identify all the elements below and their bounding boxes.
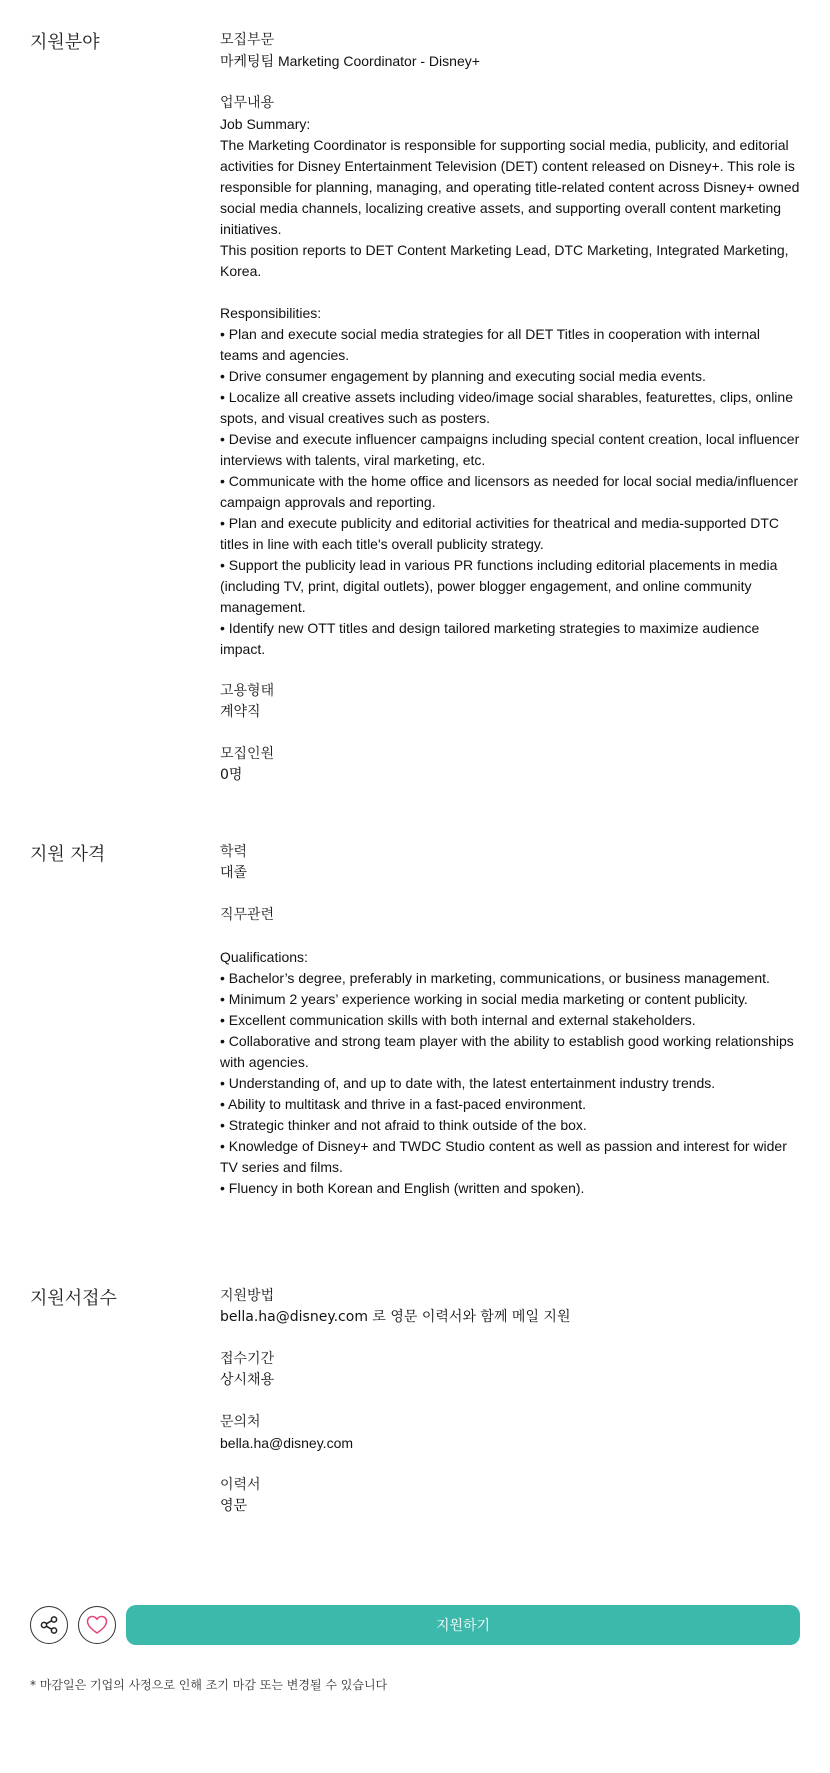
contact-value: bella.ha@disney.com [220, 1435, 354, 1451]
qualification-line: • Excellent communication skills with both internal and external stakeholders. [220, 1012, 696, 1028]
resume-field [220, 1475, 800, 1517]
education-field [220, 842, 800, 884]
apply-button[interactable]: 지원하기 [126, 1605, 800, 1645]
qualification-line: • Understanding of, and up to date with, the latest entertainment industry trends. [220, 1075, 716, 1091]
duty-line: Job Summary: [220, 116, 311, 132]
period-field [220, 1349, 800, 1391]
duty-line: • Devise and execute influencer campaigns including special content creation, local influencer interviews with talents, viral marketing, etc. [220, 431, 800, 468]
qualification-line: • Collaborative and strong team player with the ability to establish good working relationships with agencies. [220, 1033, 794, 1070]
education-label: 학력 [220, 844, 248, 860]
share-icon [39, 1615, 59, 1635]
duty-line: Responsibilities: [220, 305, 322, 321]
headcount-field [220, 744, 800, 786]
contact-field [220, 1412, 800, 1454]
duty-line: • Support the publicity lead in various PR functions including editorial placements in media (including TV, print, digital outlets), power blogger engagement, and online community management. [220, 557, 778, 615]
method-value: bella.ha@disney.com 로 영문 이력서와 함께 메일 지원 [220, 1309, 571, 1325]
application-body [220, 1286, 800, 1538]
job-field-body [220, 30, 800, 807]
duty-description [220, 114, 800, 660]
employment-label: 고용형태 [220, 683, 275, 699]
period-value: 상시채용 [220, 1372, 275, 1388]
qualification-body [220, 842, 800, 1220]
related-label: 직무관련 [220, 907, 275, 923]
duty-line: This position reports to DET Content Marketing Lead, DTC Marketing, Integrated Marketing, Korea. [220, 242, 789, 279]
qualification-line: Qualifications: [220, 949, 308, 965]
resume-label: 이력서 [220, 1477, 261, 1493]
education-value: 대졸 [220, 865, 248, 881]
action-bar [30, 1605, 800, 1647]
qualification-line: • Ability to multitask and thrive in a fast-paced environment. [220, 1096, 586, 1112]
duty-line: • Plan and execute publicity and editorial activities for theatrical and media-supported DTC titles in line with each title's overall publicity strategy. [220, 515, 779, 552]
qualification-line [220, 926, 800, 947]
method-field [220, 1286, 800, 1328]
employment-value: 계약직 [220, 704, 261, 720]
heart-icon [86, 1615, 108, 1635]
deadline-note: * 마감일은 기업의 사정으로 인해 조기 마감 또는 변경될 수 있습니다 [30, 1678, 388, 1692]
headcount-label: 모집인원 [220, 746, 275, 762]
duty-line: The Marketing Coordinator is responsible for supporting social media, publicity, and editorial activities for Disney Entertainment Television (DET) content released on Disney+. This role is responsible for planning, managing, and operating title-related content across Disney+ owned social media channels, localizing creative assets, and supporting overall content marketing initiatives. [220, 137, 800, 237]
duty-line [220, 282, 800, 303]
recruit-field [220, 30, 800, 72]
qualification-description [220, 926, 800, 1199]
qualification-line: • Strategic thinker and not afraid to think outside of the box. [220, 1117, 587, 1133]
share-button[interactable] [30, 1606, 68, 1644]
qualification-line: • Fluency in both Korean and English (written and spoken). [220, 1180, 585, 1196]
qualification-line: • Minimum 2 years’ experience working in social media marketing or content publicity. [220, 991, 748, 1007]
duty-label: 업무내용 [220, 95, 275, 111]
qualification-line: • Knowledge of Disney+ and TWDC Studio content as well as passion and interest for wider TV series and films. [220, 1138, 787, 1175]
headcount-value: 0명 [220, 767, 243, 783]
section-title-application: 지원서접수 [30, 1288, 117, 1309]
duty-line: • Localize all creative assets including video/image social sharables, featurettes, clips, online spots, and visual creatives such as posters. [220, 389, 793, 426]
contact-label: 문의처 [220, 1414, 261, 1430]
resume-value: 영문 [220, 1498, 248, 1514]
recruit-value: 마케팅팀 Marketing Coordinator - Disney+ [220, 53, 480, 69]
employment-field [220, 681, 800, 723]
duty-line: • Communicate with the home office and licensors as needed for local social media/influencer campaign approvals and reporting. [220, 473, 799, 510]
section-title-job-field: 지원분야 [30, 32, 100, 53]
duty-field [220, 93, 800, 660]
duty-line: • Drive consumer engagement by planning and executing social media events. [220, 368, 706, 384]
like-button[interactable] [78, 1606, 116, 1644]
period-label: 접수기간 [220, 1351, 275, 1367]
related-field [220, 905, 800, 1199]
qualification-line: • Bachelor’s degree, preferably in marketing, communications, or business management. [220, 970, 770, 986]
method-label: 지원방법 [220, 1288, 275, 1304]
recruit-label: 모집부문 [220, 32, 275, 48]
duty-line: • Identify new OTT titles and design tailored marketing strategies to maximize audience impact. [220, 620, 760, 657]
duty-line: • Plan and execute social media strategies for all DET Titles in cooperation with internal teams and agencies. [220, 326, 761, 363]
section-title-qualification: 지원 자격 [30, 844, 106, 865]
